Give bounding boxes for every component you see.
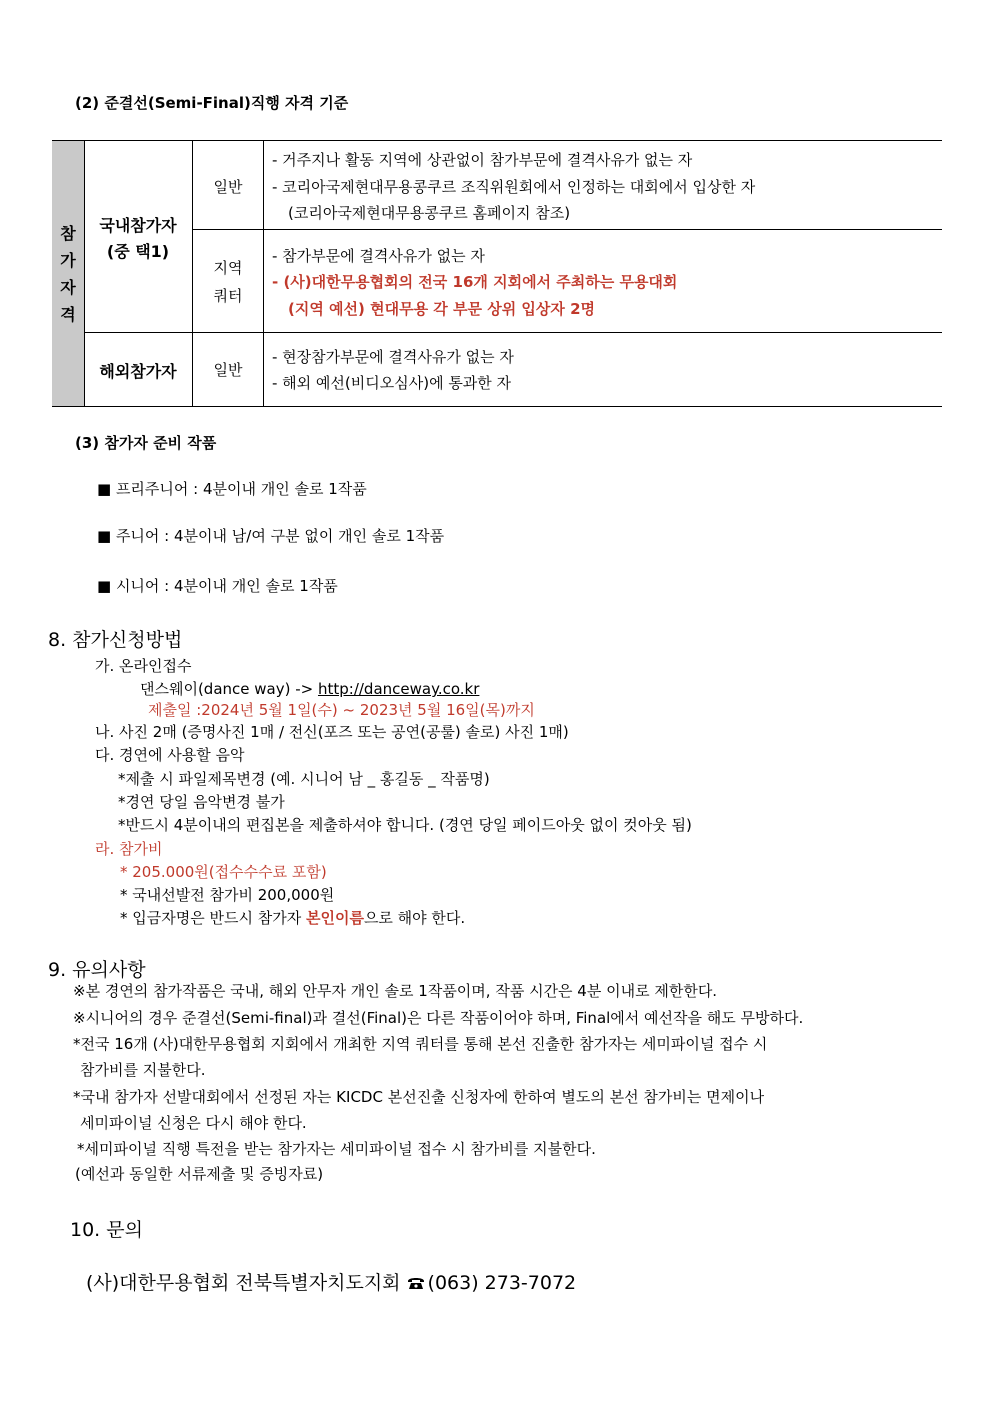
notice-line-4: 참가비를 지불한다.: [80, 1061, 206, 1079]
danceway-line: [140, 678, 479, 699]
section-2-title: (2) 준결선(Semi-Final)직행 자격 기준: [75, 94, 349, 112]
row-2-type-1: 지역: [213, 259, 243, 277]
notice-line-6: 세미파이널 신청은 다시 해야 한다.: [80, 1114, 307, 1132]
row-3-line-2: - 해외 예선(비디오심사)에 통과한 자: [272, 374, 512, 392]
row-3-type: 일반: [213, 361, 243, 379]
row-3-line-1: - 현장참가부문에 결격사유가 없는 자: [272, 348, 514, 366]
ra-fee: 라. 참가비: [95, 840, 163, 858]
notice-line-8: (예선과 동일한 서류제출 및 증빙자료): [75, 1165, 324, 1183]
notice-line-1: ※본 경연의 참가작품은 국내, 해외 안무자 개인 솔로 1작품이며, 작품 시간은 4분 이내로 제한한다.: [73, 982, 718, 1000]
fee-note-2: * 국내선발전 참가비 200,000원: [120, 886, 335, 904]
ga-online-apply: 가. 온라인접수: [95, 657, 192, 675]
contact-org: (사)대한무용협회 전북특별자치도지회: [86, 1272, 401, 1294]
notice-line-5: *국내 참가자 선발대회에서 선정된 자는 KICDC 본선진출 신청자에 한하여 별도의 본선 참가비는 면제이나: [73, 1088, 765, 1106]
contact-line: [86, 1268, 576, 1295]
row-1-line-3: (코리아국제현대무용콩쿠르 홈페이지 참조): [288, 204, 571, 222]
da-music: 다. 경연에 사용할 음악: [95, 746, 245, 764]
side-char-1: 참: [60, 224, 76, 243]
section-9-title: 9. 유의사항: [48, 959, 146, 981]
music-note-3: *반드시 4분이내의 편집본을 제출하셔야 합니다. (경연 당일 페이드아웃 없이 컷아웃 됨): [118, 816, 692, 834]
danceway-prefix: 댄스웨이(dance way) ->: [140, 680, 318, 698]
fee-note-3: [120, 907, 465, 928]
qualification-table: [52, 140, 942, 407]
notice-line-2: ※시니어의 경우 준결선(Semi-final)과 결선(Final)은 다른 작품이어야 하며, Final에서 예선작을 해도 무방하다.: [73, 1009, 804, 1027]
row-2-line-2: - (사)대한무용협회의 전국 16개 지회에서 주최하는 무용대회: [272, 273, 678, 291]
fee-note-1: * 205.000원(접수수수료 포함): [120, 863, 327, 881]
work-item-senior: ■ 시니어 : 4분이내 개인 솔로 1작품: [97, 577, 338, 595]
row-1-line-2: - 코리아국제현대무용콩쿠르 조직위원회에서 인정하는 대회에서 입상한 자: [272, 178, 756, 196]
row-1-type: 일반: [213, 178, 243, 196]
domestic-label: 국내참가자: [99, 216, 177, 235]
deadline-text: 제출일 :2024년 5월 1일(수) ~ 2023년 5월 16일(목)까지: [148, 701, 535, 719]
telephone-icon: [407, 1273, 425, 1287]
music-note-1: *제출 시 파일제목변경 (예. 시니어 남 _ 홍길동 _ 작품명): [118, 770, 490, 788]
fee-note-3-post: 으로 해야 한다.: [363, 909, 466, 927]
music-note-2: *경연 당일 음악변경 불가: [118, 793, 285, 811]
notice-line-3: *전국 16개 (사)대한무용협회 지회에서 개최한 지역 쿼터를 통해 본선 진출한 참가자는 세미파이널 접수 시: [73, 1035, 768, 1053]
side-char-4: 격: [60, 305, 76, 324]
section-3-title: (3) 참가자 준비 작품: [75, 434, 217, 452]
row-2-line-3: (지역 예선) 현대무용 각 부문 상위 입상자 2명: [288, 300, 596, 318]
domestic-sub-label: (중 택1): [106, 242, 170, 261]
na-photo: 나. 사진 2매 (증명사진 1매 / 전신(포즈 또는 공연(공룰) 솔로) 사진 1매): [95, 723, 569, 741]
contact-phone: (063) 273-7072: [427, 1272, 577, 1294]
overseas-label: 해외참가자: [99, 362, 177, 381]
work-item-junior: ■ 주니어 : 4분이내 남/여 구분 없이 개인 솔로 1작품: [97, 527, 445, 545]
danceway-link[interactable]: http://danceway.co.kr: [317, 680, 480, 698]
fee-note-3-emphasis: 본인이름: [305, 909, 364, 927]
side-char-3: 자: [60, 278, 76, 297]
qualification-side-header: [52, 141, 84, 406]
row-2-line-1: - 참가부문에 결격사유가 없는 자: [272, 247, 485, 265]
section-8-title: 8. 참가신청방법: [48, 629, 183, 651]
fee-note-3-pre: * 입금자명은 반드시 참가자: [120, 909, 306, 927]
side-char-2: 가: [60, 251, 76, 270]
notice-line-7: *세미파이널 직행 특전을 받는 참가자는 세미파이널 접수 시 참가비를 지불한다.: [77, 1140, 596, 1158]
row-2-type-2: 쿼터: [213, 287, 243, 305]
section-10-title: 10. 문의: [70, 1219, 143, 1241]
row-1-line-1: - 거주지나 활동 지역에 상관없이 참가부문에 결격사유가 없는 자: [272, 151, 693, 169]
work-item-pre-junior: ■ 프리주니어 : 4분이내 개인 솔로 1작품: [97, 480, 367, 498]
